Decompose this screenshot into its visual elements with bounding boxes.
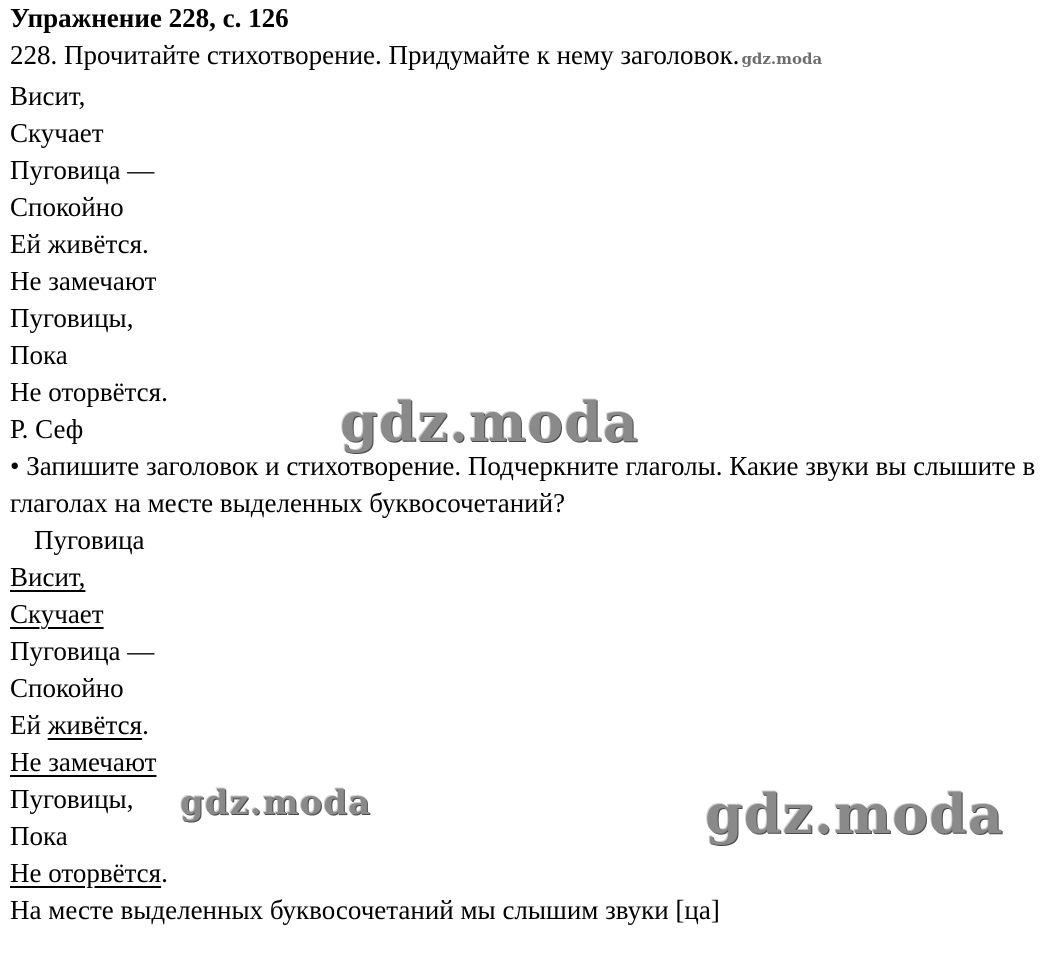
answer-line [10,855,1045,892]
answer-line: Пока [10,821,68,851]
answer-text: . [161,858,168,888]
answer-poem [10,522,1045,929]
answer-line: Пуговица — [10,636,155,666]
watermark-right: gdz.moda [705,782,1004,846]
poem-line: Спокойно [10,192,124,222]
answer-conclusion: На месте выделенных буквосочетаний мы слышим звуки [ца] [10,895,720,925]
underlined-verb: Не замечают [10,747,157,777]
answer-line: Спокойно [10,673,124,703]
answer-title: Пуговица [34,525,145,555]
task-text [10,37,1045,78]
underlined-verb: Висит, [10,562,86,592]
poem-line: Пуговицы, [10,303,134,333]
poem-line: Пуговица — [10,155,155,185]
task-text-content: 228. Прочитайте стихотворение. Придумайте к нему заголовок. [10,40,740,70]
poem-author: Р. Сеф [10,414,84,444]
poem-line: Пока [10,340,68,370]
answer-line [10,559,1045,596]
poem-line: Висит, [10,81,86,111]
answer-text: Ей [10,710,48,740]
poem-line: Не оторвётся. [10,377,168,407]
poem-line: Ей живётся. [10,229,149,259]
underlined-verb: Скучает [10,599,104,629]
underlined-verb: Не оторвётся [10,858,162,888]
poem-line: Скучает [10,118,104,148]
exercise-title: Упражнение 228, с. 126 [10,3,289,33]
answer-text: . [142,710,149,740]
answer-line [10,707,1045,744]
watermark-inline: gdz.moda [741,50,823,68]
watermark-center: gdz.moda [340,390,639,454]
answer-line: Пуговицы, [10,784,134,814]
poem-line: Не замечают [10,266,157,296]
watermark-left: gdz.moda [180,783,372,823]
answer-line [10,744,1045,781]
answer-line [10,596,1045,633]
underlined-verb: живётся [47,710,143,740]
question-text: • Запишите заголовок и стихотворение. Подчеркните глаголы. Какие звуки вы слышите в глаголах на месте выделенных буквосочетаний? [10,451,1036,518]
